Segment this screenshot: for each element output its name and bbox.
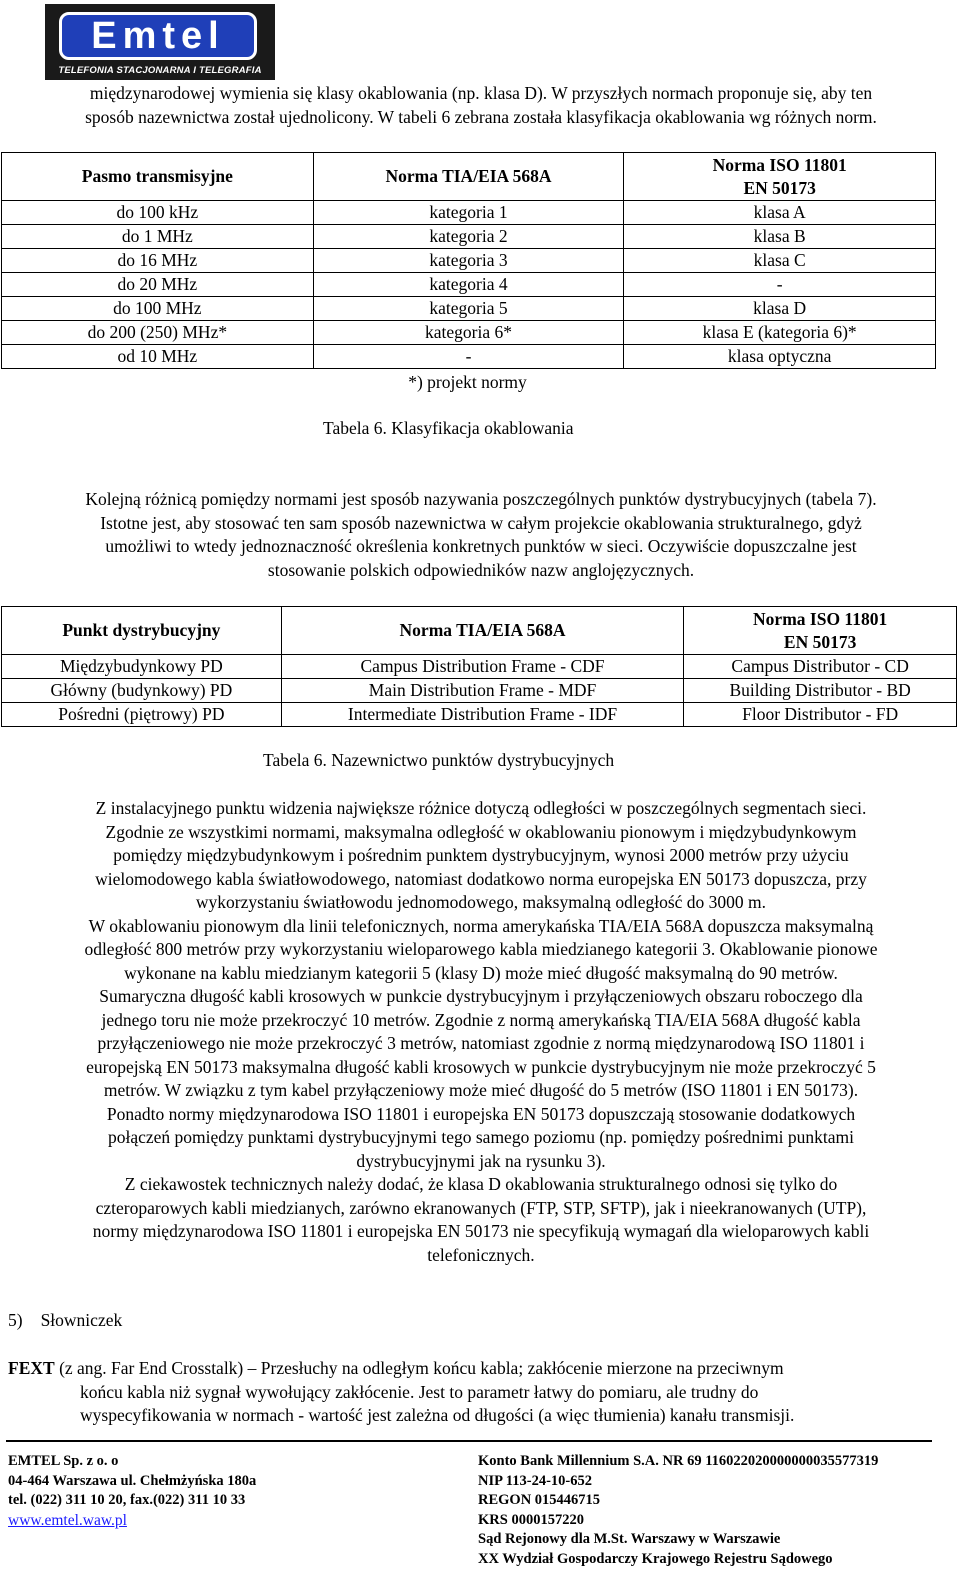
header-cell: Pasmo transmisyjne <box>2 153 314 201</box>
table-cell: klasa B <box>624 225 936 249</box>
text-line: stosowanie polskich odpowiedników nazw anglojęzycznych. <box>267 559 695 580</box>
footer-line: Sąd Rejonowy dla M.St. Warszawy w Warszawie <box>478 1531 781 1547</box>
table-cell: kategoria 3 <box>313 249 624 273</box>
table-row <box>2 345 936 369</box>
footer-divider <box>6 1440 932 1442</box>
table-cell: Główny (budynkowy) PD <box>2 679 282 703</box>
distribution-points-table <box>1 606 957 727</box>
section-title: Słowniczek <box>40 1310 123 1330</box>
text-line: normy międzynarodowa ISO 11801 i europejska EN 50173 nie specyfikują wymagań dla wieloparowych kabli <box>92 1221 870 1241</box>
table-cell: Międzybudynkowy PD <box>2 655 282 679</box>
table-row <box>2 225 936 249</box>
text-line: odległość 800 metrów przy wykorzystaniu wieloparowego kabla miedzianego kategorii 3. Okablowanie pionowe <box>84 939 878 959</box>
footer-registration <box>478 1452 878 1569</box>
header-cell: Punkt dystrybucyjny <box>2 607 282 655</box>
table-row <box>2 201 936 225</box>
text-line: połączeń pomiędzy punktami dystrybucyjnymi tego samego poziomu (np. pomiędzy pośrednimi punktami <box>107 1127 855 1147</box>
website-link[interactable]: www.emtel.waw.pl <box>8 1511 127 1529</box>
table-cell: Pośredni (piętrowy) PD <box>2 703 282 727</box>
text-line: metrów. W związku z tym kabel przyłączeniowy może mieć długość do 5 metrów (ISO 11801 i EN 50173). <box>103 1080 859 1100</box>
glossary-entry <box>8 1357 958 1428</box>
table-cell: klasa optyczna <box>624 345 936 369</box>
table-row <box>2 679 957 703</box>
table-cell: Campus Distribution Frame - CDF <box>281 655 684 679</box>
logo-badge <box>59 12 257 60</box>
header-line: Norma ISO 11801 <box>712 154 847 175</box>
footer-line: KRS 0000157220 <box>478 1511 584 1528</box>
text-line: Ponadto normy międzynarodowa ISO 11801 i europejska EN 50173 dopuszczają stosowanie dodatkowych <box>106 1103 856 1124</box>
table-cell: kategoria 4 <box>313 273 624 297</box>
table-row <box>2 655 957 679</box>
table-cell: klasa A <box>624 201 936 225</box>
classification-table <box>1 152 936 369</box>
header-cell: Norma TIA/EIA 568A <box>281 607 684 655</box>
footer-line: REGON 015446715 <box>478 1492 601 1508</box>
section-heading <box>8 1310 122 1331</box>
table-footnote: *) projekt normy <box>408 372 527 392</box>
table-cell: klasa C <box>624 249 936 273</box>
header-line: Norma ISO 11801 <box>753 608 888 629</box>
table-cell: - <box>624 273 936 297</box>
footer-line: NIP 113-24-10-652 <box>478 1472 592 1489</box>
footer-line: tel. (022) 311 10 20, fax.(022) 311 10 33 <box>8 1492 246 1508</box>
table-row <box>2 703 957 727</box>
table-cell: do 100 MHz <box>2 297 314 321</box>
glossary-line: końcu kabla niż sygnał wywołujący zakłócenie. Jest to parametr łatwy do pomiaru, ale trudny do <box>80 1381 759 1402</box>
header-line: EN 50173 <box>743 177 816 198</box>
footer-line: 04-464 Warszawa ul. Chełmżyńska 180a <box>8 1472 257 1489</box>
logo-tagline: TELEFONIA STACJONARNA I TELEGRAFIA <box>58 65 262 76</box>
text-line: wielomodowego kabla światłowodowego, natomiast dodatkowo norma europejska EN 50173 dopuszcza, przy <box>95 868 867 889</box>
header-cell <box>684 607 957 655</box>
section-number: 5) <box>8 1310 23 1330</box>
footer-line: Konto Bank Millennium S.A. NR 69 116022020000000035577319 <box>478 1453 879 1469</box>
table-cell: do 100 kHz <box>2 201 314 225</box>
table-cell: klasa D <box>624 297 936 321</box>
footer-company <box>8 1452 256 1531</box>
text-line: umożliwi to wtedy jednoznaczność określenia konkretnych punktów w sieci. Oczywiście dopuszczalne jest <box>105 536 857 556</box>
paragraph-distances <box>6 797 956 1267</box>
table-cell: kategoria 6* <box>313 321 624 345</box>
text-line: europejską EN 50173 maksymalna długość kabli krosowych w punkcie dystrybucyjnym nie może przekroczyć 5 <box>86 1056 876 1077</box>
table-cell: kategoria 5 <box>313 297 624 321</box>
table-row <box>2 249 936 273</box>
table-caption: Tabela 6. Klasyfikacja okablowania <box>323 418 574 438</box>
table-cell: do 1 MHz <box>2 225 314 249</box>
intro-line-2: sposób nazewnictwa został ujednolicony. W tabeli 6 zebrana została klasyfikacja okablowania wg różnych norm. <box>85 107 877 127</box>
table-cell: Main Distribution Frame - MDF <box>281 679 684 703</box>
emtel-logo <box>45 4 275 80</box>
table-cell: klasa E (kategoria 6)* <box>624 321 936 345</box>
text-line: wykorzystaniu światłowodu jednomodowego, maksymalną odległość do 3000 m. <box>195 892 767 912</box>
table-header-row <box>2 153 936 201</box>
glossary-term: FEXT <box>8 1358 55 1378</box>
table-header-row <box>2 607 957 655</box>
intro-line-1: międzynarodowej wymienia się klasy okablowania (np. klasa D). W przyszłych normach proponuje się, aby ten <box>89 83 873 103</box>
table-row <box>2 321 936 345</box>
table-cell: kategoria 2 <box>313 225 624 249</box>
text-line: Kolejną różnicą pomiędzy normami jest sposób nazywania poszczególnych punktów dystrybucyjnych (tabela 7). <box>85 489 877 509</box>
footer-line: XX Wydział Gospodarczy Krajowego Rejestru Sądowego <box>478 1550 833 1567</box>
text-line: przyłączeniowego nie może przekroczyć 3 metrów, natomiast zgodnie z normą międzynarodową ISO 11801 i <box>97 1033 865 1053</box>
text-line: telefonicznych. <box>427 1244 535 1265</box>
paragraph-naming <box>6 488 956 582</box>
table-row <box>2 297 936 321</box>
table-row <box>2 273 936 297</box>
table-cell: do 16 MHz <box>2 249 314 273</box>
text-line: czteroparowych kabli miedzianych, zarówno ekranowanych (FTP, STP, SFTP), jak i nieekranowanych (UTP), <box>95 1197 867 1218</box>
text-line: pomiędzy międzybudynkowym i pośrednim punktem dystrybucyjnym, wynosi 2000 metrów przy użyciu <box>113 845 849 865</box>
table-cell: Intermediate Distribution Frame - IDF <box>281 703 684 727</box>
table-cell: Campus Distributor - CD <box>684 655 957 679</box>
header-cell: Norma TIA/EIA 568A <box>313 153 624 201</box>
text-line: Zgodnie ze wszystkimi normami, maksymalna odległość w okablowaniu pionowym i międzybudynkowym <box>105 821 857 842</box>
table-caption: Tabela 6. Nazewnictwo punktów dystrybucyjnych <box>263 750 615 770</box>
header-cell <box>624 153 936 201</box>
text-line: W okablowaniu pionowym dla linii telefonicznych, norma amerykańska TIA/EIA 568A dopuszcza maksymalną <box>88 915 874 936</box>
text-line: dystrybucyjnymi jak na rysunku 3). <box>356 1150 606 1171</box>
table-cell: do 20 MHz <box>2 273 314 297</box>
glossary-line: (z ang. Far End Crosstalk) – Przesłuchy na odległym końcu kabla; zakłócenie mierzone na przeciwnym <box>54 1358 784 1378</box>
glossary-line: wyspecyfikowania w normach - wartość jest zależna od długości (a więc tłumienia) kanału transmisji. <box>80 1405 795 1425</box>
text-line: Z instalacyjnego punktu widzenia największe różnice dotyczą odległości w poszczególnych segmentach sieci. <box>95 798 867 818</box>
logo-text: Emtel <box>91 15 225 57</box>
table-cell: Floor Distributor - FD <box>684 703 957 727</box>
text-line: Istotne jest, aby stosować ten sam sposób nazewnictwa w całym projekcie okablowania strukturalnego, gdyż <box>100 512 862 533</box>
table-cell: od 10 MHz <box>2 345 314 369</box>
header-line: EN 50173 <box>783 631 857 652</box>
table-cell: do 200 (250) MHz* <box>2 321 314 345</box>
text-line: Sumaryczna długość kabli krosowych w punkcie dystrybucyjnym i przyłączeniowych obszaru roboczego dla <box>99 986 863 1006</box>
text-line: Z ciekawostek technicznych należy dodać, że klasa D okablowania strukturalnego odnosi się tylko do <box>124 1174 838 1194</box>
text-line: wykonane na kablu miedzianym kategorii 5 (klasy D) może mieć długość maksymalną do 90 metrów. <box>124 962 838 983</box>
text-line: jednego toru nie może przekroczyć 10 metrów. Zgodnie z normą amerykańską TIA/EIA 568A długość kabla <box>101 1009 861 1030</box>
footer-line: EMTEL Sp. z o. o <box>8 1453 119 1469</box>
table-cell: kategoria 1 <box>313 201 624 225</box>
table-cell: Building Distributor - BD <box>684 679 957 703</box>
table-cell: - <box>313 345 624 369</box>
